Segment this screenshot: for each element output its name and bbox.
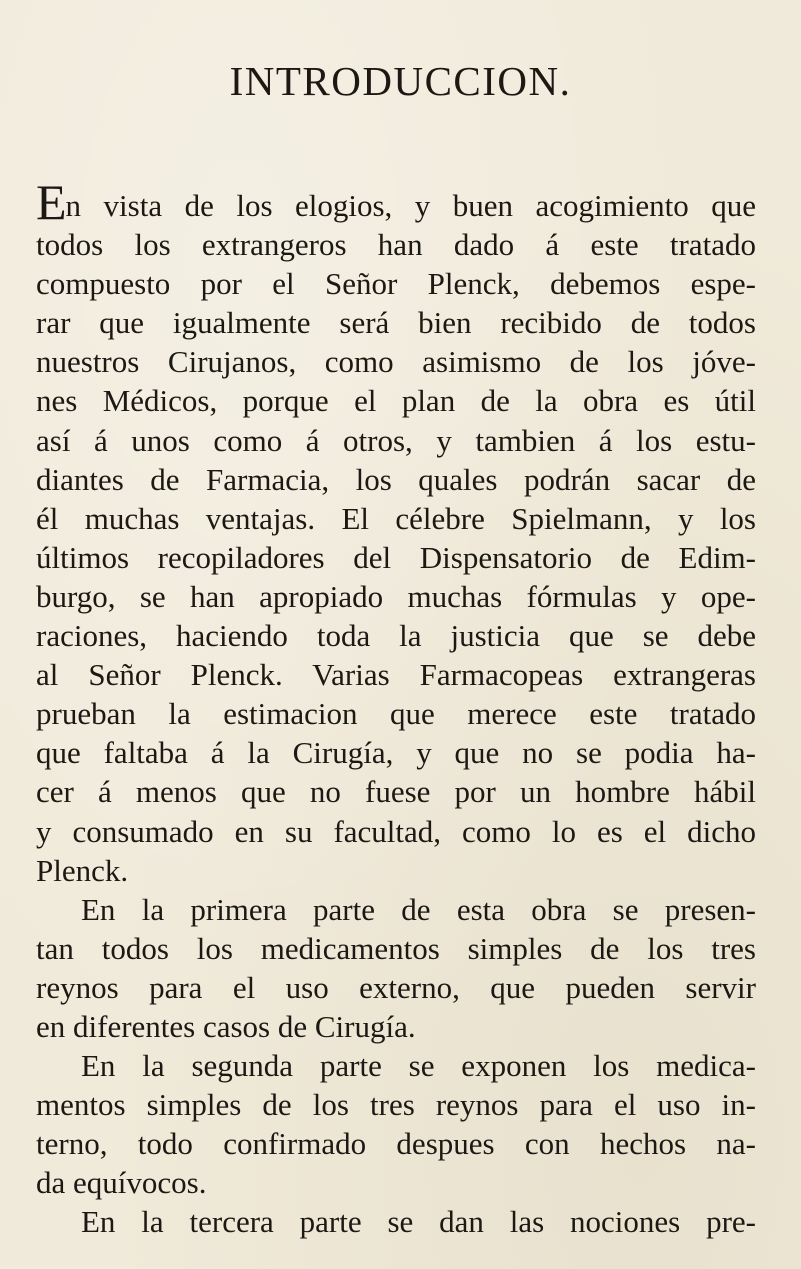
text-line: al Señor Plenck. Varias Farmacopeas extrangeras (36, 657, 756, 693)
text-line: diantes de Farmacia, los quales podrán sacar de (36, 461, 756, 497)
text-line: rar que igualmente será bien recibido de todos (36, 305, 756, 341)
text-line: nes Médicos, porque el plan de la obra es útil (36, 383, 756, 419)
text-line: nuestros Cirujanos, como asimismo de los jóve- (36, 344, 756, 380)
text-line: burgo, se han apropiado muchas fórmulas y ope- (36, 578, 756, 614)
text-line: y consumado en su facultad, como lo es el dicho (36, 813, 756, 849)
initial-letter: E (36, 174, 65, 230)
text-line: todos los extrangeros han dado á este tratado (36, 227, 756, 263)
text-line: En la tercera parte se dan las nociones pre- (81, 1204, 756, 1240)
text-line: tan todos los medicamentos simples de los tres (36, 930, 756, 966)
text-line: en diferentes casos de Cirugía. (36, 1008, 416, 1044)
text-line: últimos recopiladores del Dispensatorio de Edim- (36, 539, 756, 575)
text-line: reynos para el uso externo, que pueden servir (36, 969, 756, 1005)
text-line: mentos simples de los tres reynos para el uso in- (36, 1087, 756, 1123)
text-line: da equívocos. (36, 1165, 207, 1201)
text-line: terno, todo confirmado despues con hechos na- (36, 1126, 756, 1162)
text-line: prueban la estimacion que merece este tratado (36, 696, 756, 732)
text-line: que faltaba á la Cirugía, y que no se podia ha- (36, 735, 756, 771)
text-line: raciones, haciendo toda la justicia que se debe (36, 618, 756, 654)
text-line: así á unos como á otros, y tambien á los estu- (36, 422, 756, 458)
text-line: compuesto por el Señor Plenck, debemos espe- (36, 266, 756, 302)
text-line (36, 174, 756, 230)
text-line: cer á menos que no fuese por un hombre hábil (36, 774, 756, 810)
text-line-content: n vista de los elogios, y buen acogimiento que (65, 188, 756, 223)
text-line: Plenck. (36, 852, 129, 888)
text-line: En la primera parte de esta obra se presen- (81, 891, 756, 927)
page-title: INTRODUCCION. (229, 58, 572, 104)
body-text (36, 174, 756, 1242)
text-line: él muchas ventajas. El célebre Spielmann, y los (36, 500, 756, 536)
text-line: En la segunda parte se exponen los medica- (81, 1048, 756, 1084)
